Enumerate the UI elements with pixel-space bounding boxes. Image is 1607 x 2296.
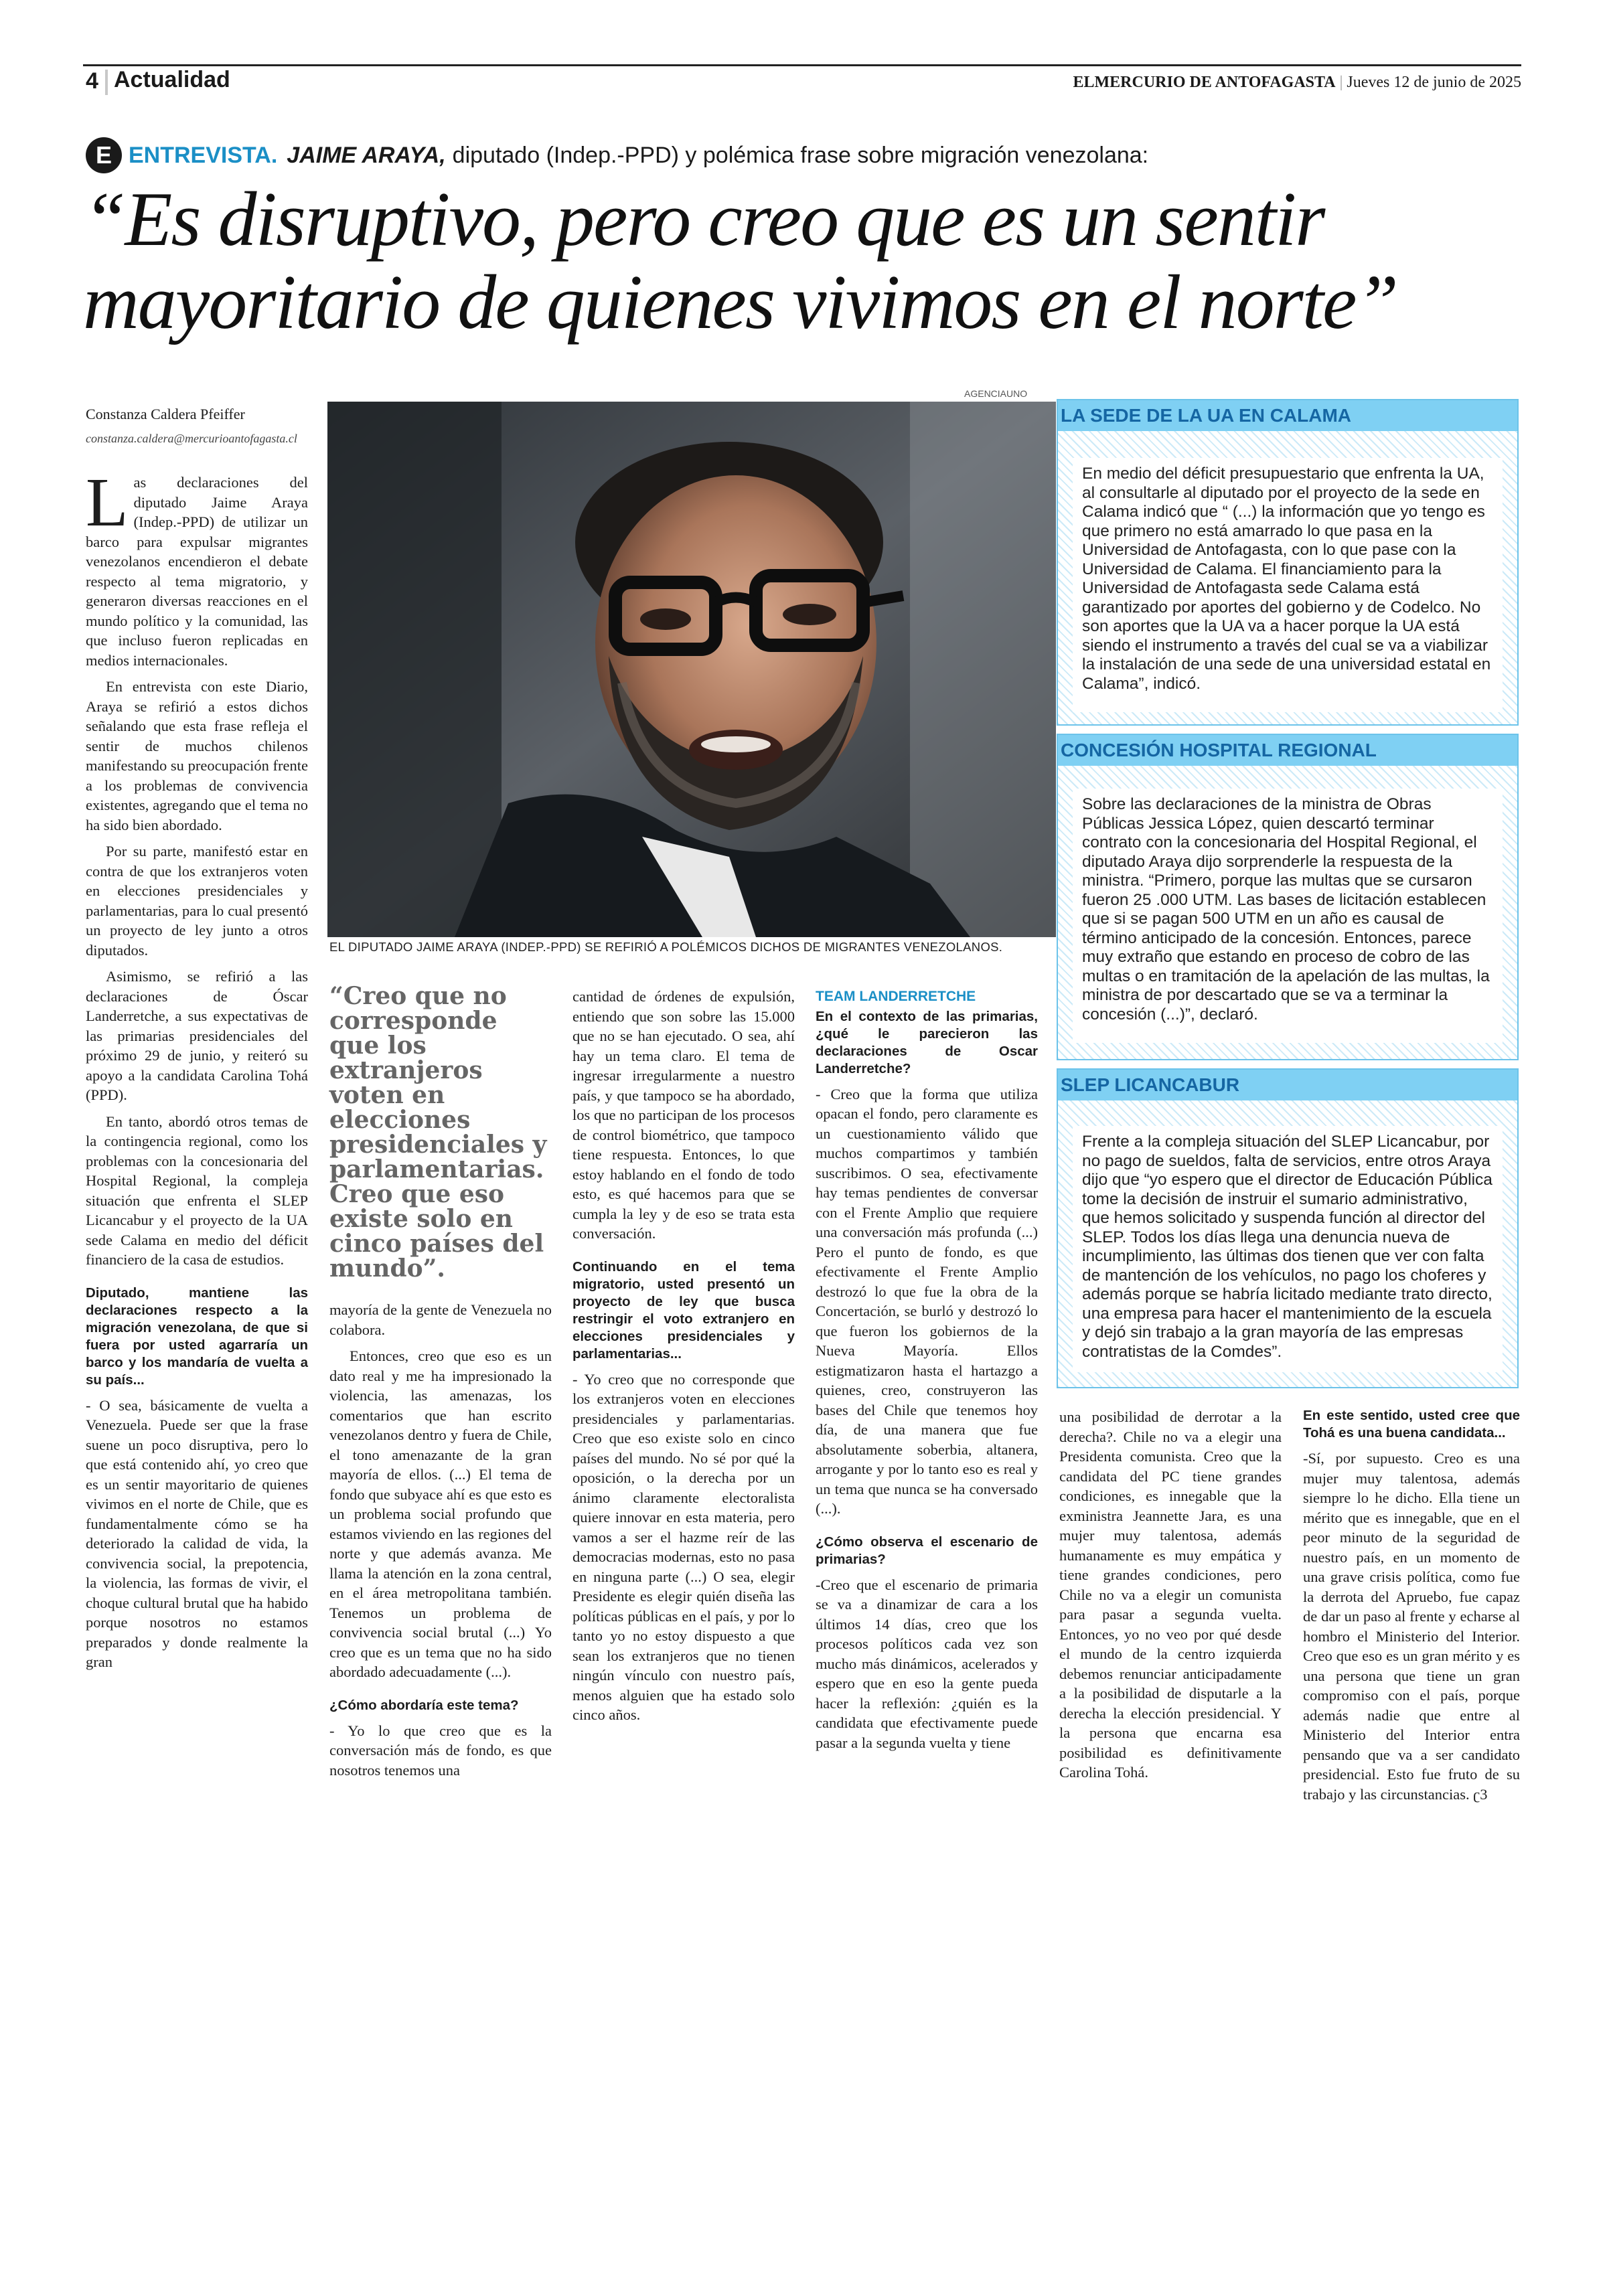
portrait-illustration bbox=[327, 402, 1056, 937]
interview-question: ¿Cómo abordaría este tema? bbox=[329, 1697, 519, 1713]
paragraph: Entonces, creo que eso es un dato real y me ha impresionado la violencia, las amenazas, los comentarios que han escrito venezolanos dentro y fuera de Chile, el tono amenazante de la gran mayoría de ellos. (...) El tema de fondo que subyace ahí es que esto es un problema social profundo que estamos viviendo en las regiones del norte y que además avanza. Me llama la atención en la zona central, en el área metropolitana también. Tenemos un problema de convivencia social brutal (...) Yo creo que es un tema que no ha sido abordado adecuadamente (...). bbox=[329, 1347, 552, 1680]
sidebar-title: LA SEDE DE LA UA EN CALAMA bbox=[1058, 400, 1517, 431]
header-separator: | bbox=[1339, 74, 1347, 91]
sidebar-body: Frente a la compleja situación del SLEP Licancabur, por no pago de sueldos, falta de servicios, entre otros Araya dijo que “yo espero que el director de Educación Pública tome la decisión de instruir el sumario administrativo, que hemos solicitado y suspenda función al director del SLEP. Todos los días llega una denuncia nueva de incumplimiento, las últimas dos tienen que ver con falta de mantención de los vehículos, no pago los choferes y además porque se habría licitado mediante trato directo, una empresa para hacer el mantenimiento de la escuela y dejó sin trabajo a la gran mayoría de las empresas contratistas de la Comdes”. bbox=[1073, 1126, 1503, 1372]
kicker-name: JAIME ARAYA, bbox=[287, 142, 446, 168]
sidebar bbox=[1057, 399, 1519, 1388]
interview-answer: -Creo que el escenario de primaria se va a dinamizar de cara a los últimos 14 días, creo que los procesos políticos cada vez son mucho más dinámicos, acelerados y espero que en eso la gente pueda hacer la reflexión: ¿quién es la candidata que efectivamente puede pasar a la segunda vuelta y tiene bbox=[816, 1576, 1038, 1751]
photo-credit: AGENCIAUNO bbox=[964, 388, 1028, 399]
photo-caption: EL DIPUTADO JAIME ARAYA (INDEP.-PPD) SE REFIRIÓ A POLÉMICOS DICHOS DE MIGRANTES VENEZOLANOS. bbox=[329, 940, 1003, 954]
interview-answer: - Creo que la forma que utiliza opacan el fondo, pero claramente es un cuestionamiento válido que muchos compartimos y también suscribimos. O sea, efectivamente hay temas pendientes de conversar con el Frente Amplio que requiere una conversación más profunda (...) Pero el punto de fondo, es que efectivamente el Frente Amplio destrozó lo que fue la obra de la Concertación, se burló y destrozó lo que fueron los gobiernos de la Nueva Mayoría. Ellos estigmatizaron hasta el hartazgo a quienes, creo, construyeron las bases del Chile que tenemos hoy día, de una manera que fue absolutamente soberbia, altanera, arrogante y por lo tanto eso es real y un tema que nunca se ha conversado (...). bbox=[816, 1085, 1038, 1517]
publication-date: Jueves 12 de junio de 2025 bbox=[1347, 74, 1521, 91]
sidebar-title: SLEP LICANCABUR bbox=[1058, 1070, 1517, 1100]
headline: “Es disruptivo, pero creo que es un sentir mayoritario de quienes vivimos en el norte” bbox=[83, 177, 1397, 345]
sidebar-body: En medio del déficit presupuestario que enfrenta la UA, al consultarle al diputado por el proyecto de la sede en Calama indicó que “ (...) la información que yo tengo es que primero no está amarrado lo que pasa en la Universidad de Antofagasta, con lo que pase con la Universidad de Calama. El financiamiento para la Universidad de Antofagasta sede Calama está garantizado por aportes del gobierno y de Codelco. No son aportes que la UA va a hacer porque la UA está siendo el instrumento a través del cual se va a viabilizar la instalación de una sede de una universidad estatal en Calama”, indicó. bbox=[1073, 458, 1503, 712]
interview-answer: - O sea, básicamente de vuelta a Venezuela. Puede ser que la frase suene un poco disruptiva, pero lo que está contenido ahí, yo creo que es un sentir mayoritario de quienes vivimos en el norte de Chile, que es fundamentalmente cómo se ha deteriorado la calidad de vida, la convivencia social, la prepotencia, la violencia, las formas de vivir, el choque cultural brutal que ha habido porque nosotros no estamos preparados y donde realmente la gran bbox=[86, 1396, 308, 1670]
paragraph: cantidad de órdenes de expulsión, entiendo que son sobre las 15.000 que no se han ejecutado. O sea, ahí hay un tema claro. El tema de ingresar irregularmente a nuestro país, y que tampoco se ha abordado, los que no participan de los procesos de control biométrico, que tampoco tiene respuesta. Entonces, lo que estoy hablando en el fondo de todo esto, es qué hacemos para que se cumpla la ley y de eso se trata esta conversación. bbox=[572, 988, 795, 1242]
article-column-3 bbox=[572, 987, 795, 1732]
sidebar-box-hospital bbox=[1057, 734, 1519, 1060]
kicker-text: diputado (Indep.-PPD) y polémica frase sobre migración venezolana: bbox=[452, 142, 1149, 168]
sidebar-box-ua-calama bbox=[1057, 399, 1519, 726]
article-column-6 bbox=[1303, 1407, 1520, 1811]
header-rule bbox=[83, 64, 1521, 66]
pull-quote: “Creo que no corresponde que los extranjeros voten en elecciones presidenciales y parlamentarias. Creo que eso existe solo en cinco países del mundo”. bbox=[329, 982, 547, 1283]
byline-author: Constanza Caldera Pfeiffer bbox=[86, 406, 245, 422]
paragraph: mayoría de la gente de Venezuela no colabora. bbox=[329, 1301, 552, 1338]
sidebar-title: CONCESIÓN HOSPITAL REGIONAL bbox=[1058, 735, 1517, 766]
section-tag: TEAM LANDERRETCHE bbox=[816, 989, 976, 1004]
header-dateline bbox=[1073, 74, 1522, 92]
interview-badge-icon: E bbox=[86, 137, 122, 173]
drop-cap: L bbox=[86, 464, 129, 541]
article-column-5 bbox=[1059, 1407, 1282, 1789]
article-column-1 bbox=[86, 464, 308, 1679]
publication-name: ELMERCURIO DE ANTOFAGASTA bbox=[1073, 74, 1336, 91]
page-number: 4 bbox=[86, 68, 98, 94]
sidebar-body: Sobre las declaraciones de la ministra de Obras Públicas Jessica López, quien descartó terminar contrato con la concesionaria del Hospital Regional, el diputado Araya dijo sorprenderle la respuesta de la ministra. “Primero, porque las multas que se cursaron fueron 25 .000 UTM. Las bases de licitación establecen que si se pagan 500 UTM en un año es causal de término anticipado de la concesión. Entonces, parece muy extraño que estando en proceso de cobro de las multas o en tramitación de la apelación de las multas, la ministra de por descartado que se va a terminar la concesión (...)”, declaró. bbox=[1073, 789, 1503, 1043]
byline-email: constanza.caldera@mercurioantofagasta.cl bbox=[86, 432, 297, 445]
paragraph: Por su parte, manifestó estar en contra de que los extranjeros voten en elecciones presidenciales y parlamentarias, para lo cual presentó un proyecto de ley junto a otros diputados. bbox=[86, 843, 308, 959]
paragraph: En entrevista con este Diario, Araya se refirió a estos dichos señalando que esta frase refleja el sentir de muchos chilenos manifestando su preocupación frente a los problemas de convivencia existentes, agregando que el tema no ha sido bien abordado. bbox=[86, 678, 308, 833]
article-column-2 bbox=[329, 1300, 552, 1787]
paragraph: Asimismo, se refirió a las declaraciones de Óscar Landerretche, a sus expectativas de las primarias presidenciales del próximo 29 de junio, y reiteró su apoyo a la candidata Carolina Tohá (PPD). bbox=[86, 968, 308, 1103]
article-photo bbox=[327, 402, 1056, 937]
interview-question: En este sentido, usted cree que Tohá es una buena candidata... bbox=[1303, 1408, 1520, 1441]
kicker-label: ENTREVISTA. bbox=[129, 142, 278, 168]
interview-answer: una posibilidad de derrotar a la derecha?. Chile no va a elegir una Presidenta comunista. Creo que la candidata del PC tiene grandes condiciones, es innegable que la exministra Jeannette Jara, es una mujer muy talentosa, además humanamente es muy empática y tiene grandes condiciones, pero Chile no va a elegir un comunista para pasar a segunda vuelta. Entonces, yo no veo por qué desde el mundo de la centro izquierda debemos renunciar anticipadamente a la posibilidad de disputarle a la derecha la elección presidencial. Y la persona que encarna esa posibilidad es definitivamente Carolina Tohá. bbox=[1059, 1408, 1282, 1781]
interview-answer: -Sí, por supuesto. Creo es una mujer muy talentosa, además siempre lo he dicho. Ella tiene un mérito que es innegable, que en el peor minuto de la seguridad de nuestro país, en un momento de una grave crisis política, como fue la derrota del Apruebo, fue capaz de dar un paso al frente y echarse al hombro el Ministerio del Interior. Creo que eso es un gran mérito y es una persona que tiene un gran compromiso con el país, porque además nadie que entre al Ministerio del Interior entra pensando que va a ser candidato presidencial. Esto fue fruto de su trabajo y las circunstancias. ʗ3 bbox=[1303, 1450, 1520, 1803]
interview-question: En el contexto de las primarias, ¿qué le parecieron las declaraciones de Oscar Landerretche? bbox=[816, 1008, 1038, 1076]
interview-answer: - Yo lo que creo que es la conversación más de fondo, es que nosotros tenemos una bbox=[329, 1722, 552, 1779]
interview-question: Diputado, mantiene las declaraciones respecto a la migración venezolana, de que si fuera por usted agarraría un barco y los mandaría de vuelta a su país... bbox=[86, 1285, 308, 1388]
paragraph: as declaraciones del diputado Jaime Araya (Indep.-PPD) de utilizar un barco para expulsar migrantes venezolanos encendieron el debate respecto al tema migratorio, y generaron diversas reacciones en el mundo político y la comunidad, las que incluso fueron replicadas en medios internacionales. bbox=[86, 474, 308, 669]
kicker bbox=[86, 135, 1148, 175]
section-name: Actualidad bbox=[114, 67, 230, 92]
article-column-4 bbox=[816, 987, 1038, 1759]
interview-question: Continuando en el tema migratorio, usted presentó un proyecto de ley que busca restringir el voto extranjero en elecciones presidenciales y parlamentarias... bbox=[572, 1258, 795, 1362]
header-divider bbox=[105, 70, 108, 95]
end-mark-icon: ʗ3 bbox=[1473, 1785, 1488, 1803]
sidebar-box-slep bbox=[1057, 1068, 1519, 1388]
interview-answer: - Yo creo que no corresponde que los extranjeros voten en elecciones presidenciales y parlamentarias. Creo que eso existe solo en cinco países del mundo. No sé por qué la oposición, o la derecha por un ánimo claramente electoralista quiere innovar en esta materia, pero vamos a ser el hazme reír de las democracias modernas, esto no pasa en ninguna parte (...) O sea, elegir Presidente es elegir quién diseña las políticas públicas en el país, y por lo tanto yo no estoy dispuesto a que sean los extranjeros que no tienen ningún vínculo con nuestro país, menos alguien que ha estado solo cinco años. bbox=[572, 1370, 795, 1723]
interview-question: ¿Cómo observa el escenario de primarias? bbox=[816, 1534, 1038, 1567]
paragraph: En tanto, abordó otros temas de la contingencia regional, como los problemas con la concesionaria del Hospital Regional, la compleja situación que enfrenta el SLEP Licancabur y el proyecto de la UA sede Calama en medio del déficit financiero de la casa de estudios. bbox=[86, 1113, 308, 1268]
